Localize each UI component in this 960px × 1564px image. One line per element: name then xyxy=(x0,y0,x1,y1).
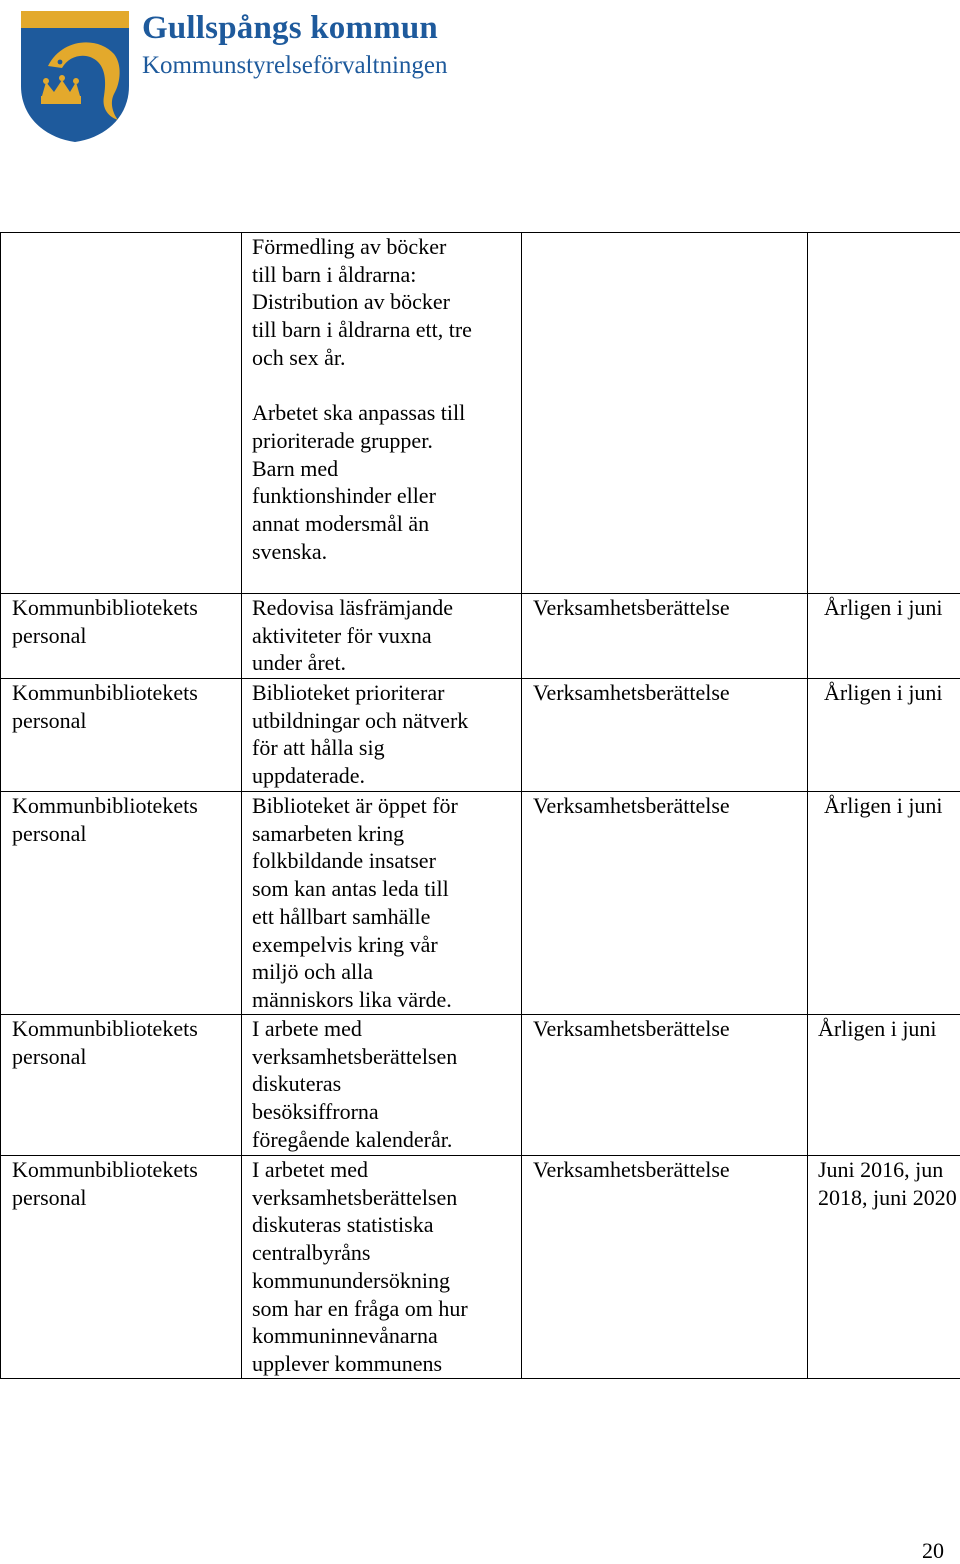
activity-cell: I arbete med verksamhetsberättelsen diskuteras besöksiffrorna föregående kalenderår. xyxy=(242,1015,522,1156)
responsible-cell: Kommunbibliotekets personal xyxy=(1,594,242,679)
timing-cell: Årligen i juni xyxy=(808,594,960,679)
responsible-cell: Kommunbibliotekets personal xyxy=(1,1015,242,1156)
table-row xyxy=(1,792,960,1015)
report-cell: Verksamhetsberättelse xyxy=(522,1156,808,1379)
org-name: Gullspångs kommun xyxy=(142,10,438,47)
table-row xyxy=(1,1015,960,1156)
timing-cell: Årligen i juni xyxy=(808,1015,960,1156)
responsible-cell xyxy=(1,233,242,594)
table-row xyxy=(1,1156,960,1379)
page-number: 20 xyxy=(922,1538,944,1564)
timing-cell: Årligen i juni xyxy=(808,792,960,1015)
activity-cell: I arbetet med verksamhetsberättelsen diskuteras statistiska centralbyråns kommunundersökning som har en fråga om hur kommuninnevånarna upplever kommunens xyxy=(242,1156,522,1379)
activity-cell: Redovisa läsfrämjande aktiviteter för vuxna under året. xyxy=(242,594,522,679)
table-row xyxy=(1,679,960,792)
responsible-cell: Kommunbibliotekets personal xyxy=(1,1156,242,1379)
report-cell: Verksamhetsberättelse xyxy=(522,792,808,1015)
report-cell: Verksamhetsberättelse xyxy=(522,679,808,792)
municipal-crest-icon xyxy=(18,8,132,144)
report-cell: Verksamhetsberättelse xyxy=(522,594,808,679)
activity-cell: Biblioteket är öppet för samarbeten kring folkbildande insatser som kan antas leda till ett hållbart samhälle exempelvis kring vår miljö och alla människors lika värde. xyxy=(242,792,522,1015)
timing-cell xyxy=(808,233,960,594)
responsible-cell: Kommunbibliotekets personal xyxy=(1,792,242,1015)
page-header xyxy=(18,8,618,148)
activity-cell: Biblioteket prioriterar utbildningar och nätverk för att hålla sig uppdaterade. xyxy=(242,679,522,792)
table-row xyxy=(1,233,960,594)
timing-cell: Årligen i juni xyxy=(808,679,960,792)
activity-cell: Förmedling av böcker till barn i åldrarna: Distribution av böcker till barn i åldrarna ett, tre och sex år. Arbetet ska anpassas till prioriterade grupper. Barn med funktionshinder eller annat modersmål än svenska. xyxy=(242,233,522,594)
responsible-cell: Kommunbibliotekets personal xyxy=(1,679,242,792)
department-name: Kommunstyrelseförvaltningen xyxy=(142,52,448,80)
timing-cell: Juni 2016, jun 2018, juni 2020 xyxy=(808,1156,960,1379)
table-row xyxy=(1,594,960,679)
report-cell: Verksamhetsberättelse xyxy=(522,1015,808,1156)
report-cell xyxy=(522,233,808,594)
activity-table xyxy=(0,232,960,1379)
